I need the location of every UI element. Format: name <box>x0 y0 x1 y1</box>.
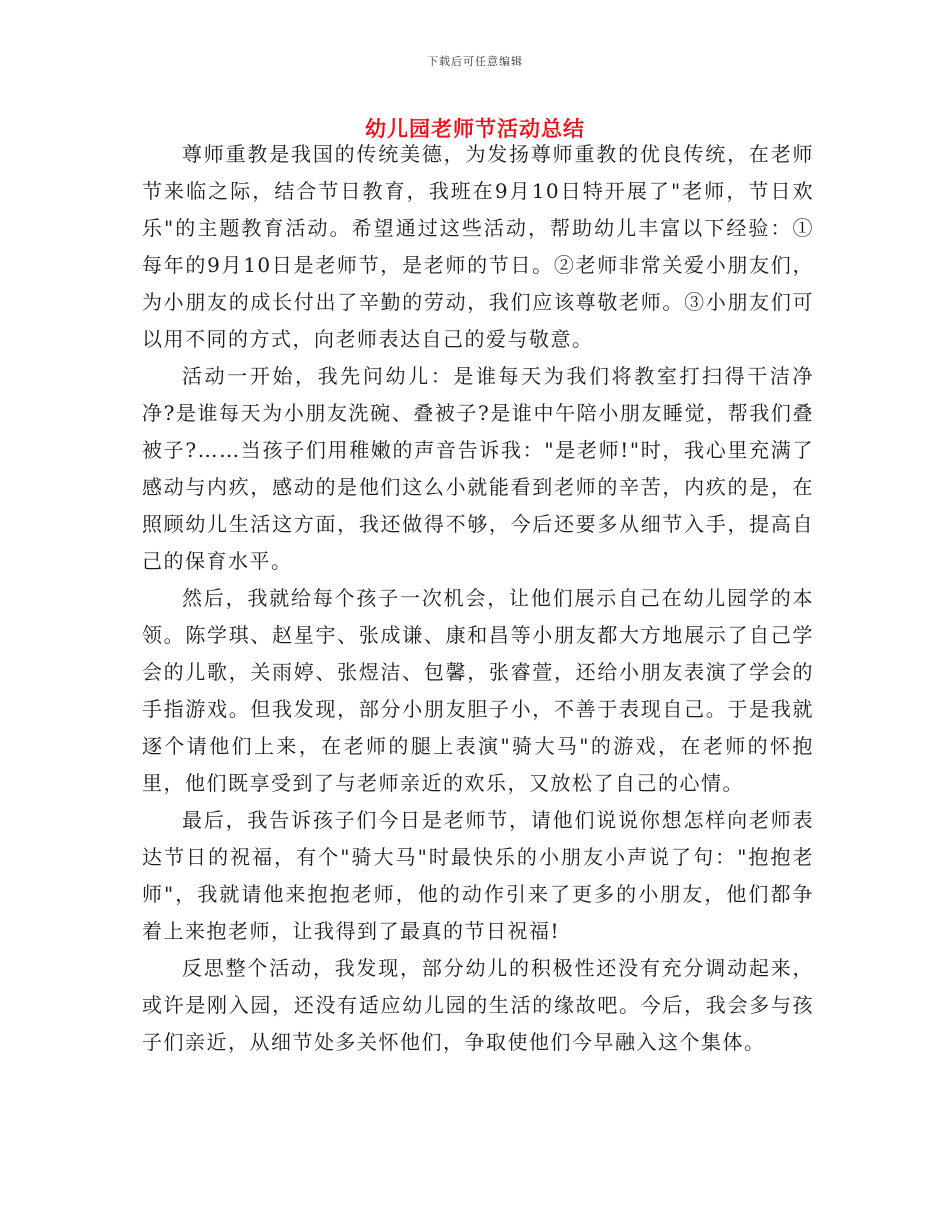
page-header-note: 下载后可任意编辑 <box>427 55 523 68</box>
paragraph-showcase: 然后，我就给每个孩子一次机会，让他们展示自己在幼儿园学的本领。陈学琪、赵星宇、张成谦、康和昌等小朋友都大方地展示了自己学会的儿歌，关雨婷、张煜洁、包馨，张睿萱，还给小朋友表演了学会的手指游戏。但我发现，部分小朋友胆子小，不善于表现自己。于是我就逐个请他们上来，在老师的腿上表演"骑大马"的游戏，在老师的怀抱里，他们既享受到了与老师亲近的欢乐，又放松了自己的心情。 <box>142 586 814 795</box>
paragraph-conclusion: 最后，我告诉孩子们今日是老师节，请他们说说你想怎样向老师表达节日的祝福，有个"骑大马"时最快乐的小朋友小声说了句："抱抱老师"，我就请他来抱抱老师，他的动作引来了更多的小朋友，他们都争着上来抱老师，让我得到了最真的节日祝福! <box>142 808 814 943</box>
paragraph-activity-start: 活动一开始，我先问幼儿：是谁每天为我们将教室打扫得干洁净净?是谁每天为小朋友洗碗、叠被子?是谁中午陪小朋友睡觉，帮我们叠被子?……当孩子们用稚嫩的声音告诉我："是老师!"时，我心里充满了感动与内疚，感动的是他们这么小就能看到老师的辛苦，内疚的是，在照顾幼儿生活这方面，我还做得不够，今后还要多从细节入手，提高自己的保育水平。 <box>142 364 814 573</box>
paragraph-reflection: 反思整个活动，我发现，部分幼儿的积极性还没有充分调动起来，或许是刚入园，还没有适应幼儿园的生活的缘故吧。今后，我会多与孩子们亲近，从细节处多关怀他们，争取使他们今早融入这个集体。 <box>142 956 814 1054</box>
document-body <box>142 136 814 1061</box>
document-title: 幼儿园老师节活动总结 <box>365 116 585 141</box>
paragraph-intro: 尊师重教是我国的传统美德，为发扬尊师重教的优良传统，在老师节来临之际，结合节日教育，我班在9月10日特开展了"老师，节日欢乐"的主题教育活动。希望通过这些活动，帮助幼儿丰富以下经验：①每年的9月10日是老师节，是老师的节日。②老师非常关爱小朋友们，为小朋友的成长付出了辛勤的劳动，我们应该尊敬老师。③小朋友们可以用不同的方式，向老师表达自己的爱与敬意。 <box>142 142 814 351</box>
